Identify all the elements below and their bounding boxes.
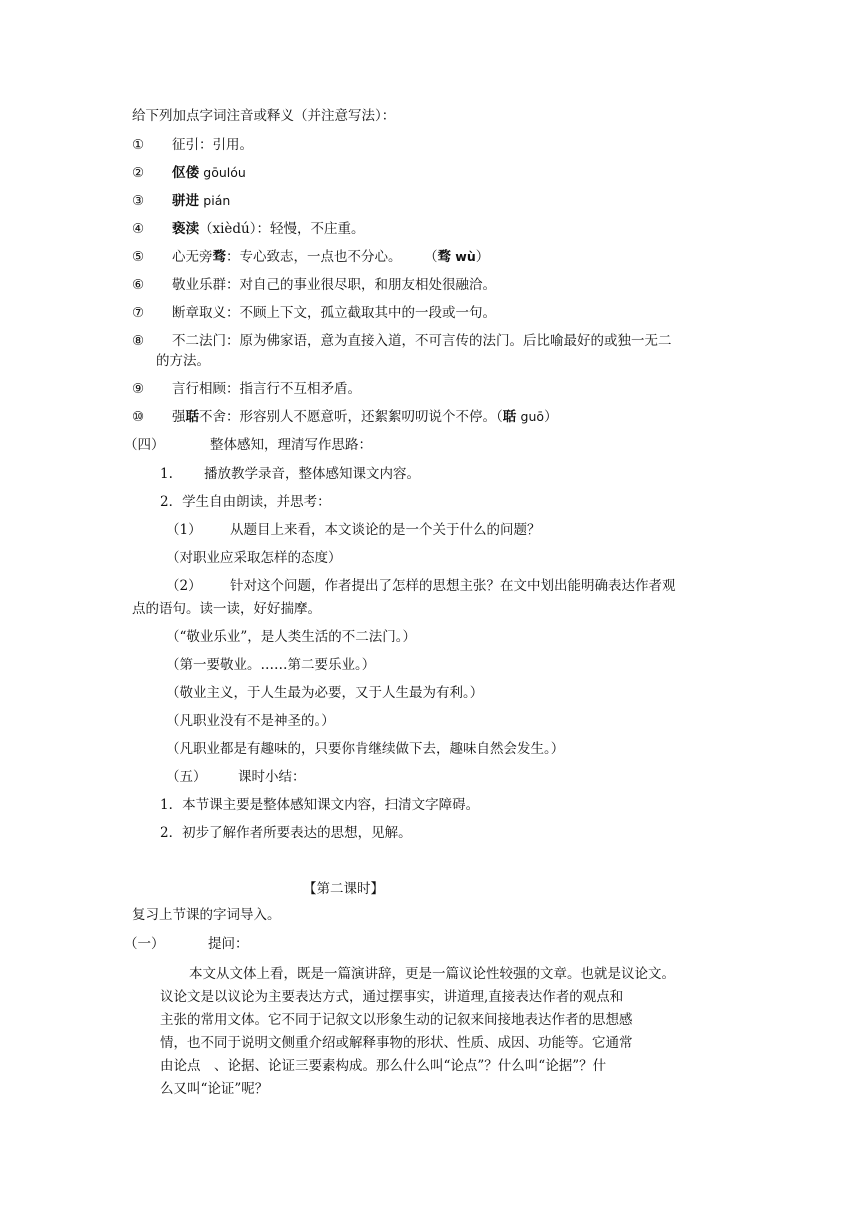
paragraph-line: 主张的常用文体。它不同于记叙文以形象生动的记叙来间接地表达作者的思想感 (160, 1012, 633, 1028)
answer-text: （凡职业没有不是神圣的。） (166, 713, 335, 729)
vocab-term: 亵渎 (172, 221, 199, 237)
vocab-item (132, 380, 361, 398)
paragraph-line: 么又叫“论证”呢？ (160, 1081, 269, 1097)
vocab-term: 聒 (185, 409, 199, 425)
vocab-item (132, 332, 672, 350)
vocab-definition: ：不顾上下文，孤立截取其中的一段或一句。 (226, 305, 496, 321)
vocab-pinyin: guō (520, 409, 545, 424)
vocab-term: 骈进 (172, 193, 199, 209)
vocab-definition: ：指言行不互相矛盾。 (226, 381, 361, 397)
vocab-pinyin: gōulóu (203, 165, 246, 180)
lesson-title: 【第二课时】 (303, 881, 384, 897)
section-title: 整体感知，理清写作思路： (210, 437, 372, 453)
vocab-term: 伛偻 (172, 165, 199, 181)
item-number: ④ (132, 221, 145, 237)
answer-text: （第一要敬业。……第二要乐业。） (166, 657, 376, 673)
vocab-term: 断章取义 (172, 305, 226, 321)
step-text: 播放教学录音，整体感知课文内容。 (204, 466, 420, 482)
paragraph-line: 议论文是以议论为主要表达方式，通过摆事实，讲道理,直接表达作者的观点和 (160, 989, 624, 1005)
item-number: ⑧ (132, 333, 145, 349)
section-label: （一） (124, 936, 165, 952)
answer-text: （敬业主义，于人生最为必要，又于人生最为有利。） (166, 685, 484, 701)
question-number: （2） (166, 578, 202, 594)
paragraph-line: 由论点 、论据、论证三要素构成。那么什么叫“论点”？什么叫“论据”？什 (160, 1058, 607, 1074)
section-title: 提问： (208, 936, 249, 952)
answer-text: （凡职业都是有趣味的，只要你肯继续做下去，趣味自然会发生。） (166, 741, 565, 757)
section-label: （五） (166, 769, 207, 785)
item-number: ② (132, 165, 145, 181)
vocab-term: 言行相顾 (172, 381, 226, 397)
vocab-pinyin: pián (203, 193, 231, 208)
exercise-instruction: 给下列加点字词注音或释义（并注意写法）： (132, 108, 396, 124)
item-number: ⑤ (132, 249, 145, 265)
vocab-definition: ：专心致志，一点也不分心。 (226, 249, 402, 265)
vocab-term: 征引 (172, 137, 199, 153)
vocab-definition: 引用。 (212, 137, 253, 153)
question-item (166, 577, 676, 595)
vocab-item: ⑩ 强聒不舍：形容别人不愿意听，还絮絮叨叨说个不停。（聒 guō） (132, 409, 558, 425)
summary-item: 1．本节课主要是整体感知课文内容，扫清文字障碍。 (160, 797, 480, 813)
vocab-definition: ：对自己的事业很尽职，和朋友相处很融洽。 (226, 277, 496, 293)
item-number: ⑩ (132, 409, 145, 425)
item-number: ⑨ (132, 381, 145, 397)
section-heading (124, 935, 249, 953)
step-number: 1. (160, 466, 173, 482)
question-text: 针对这个问题，作者提出了怎样的思想主张？在文中划出能明确表达作者观 (230, 578, 676, 594)
vocab-item: ⑤ 心无旁骛：专心致志，一点也不分心。 （骛 wù） (132, 249, 490, 265)
item-number: ③ (132, 193, 145, 209)
paragraph-line: 情，也不同于说明文侧重介绍或解释事物的形状、性质、成因、功能等。它通常 (160, 1035, 633, 1051)
vocab-definition-continued: 的方法。 (156, 353, 210, 369)
vocab-definition: 不舍：形容别人不愿意听，还絮絮叨叨说个不停。（ (199, 409, 503, 425)
step-item (160, 465, 420, 483)
section-heading (124, 436, 372, 454)
item-number: ⑦ (132, 305, 145, 321)
pinyin-note-char: 聒 (502, 409, 517, 425)
review-text: 复习上节课的字词导入。 (132, 907, 281, 923)
section-title: 课时小结： (238, 769, 306, 785)
pinyin-note-char: 骛 (437, 249, 451, 265)
section-label: （四） (124, 437, 165, 453)
vocab-term: 敬业乐群 (172, 277, 226, 293)
question-number: （1） (166, 522, 202, 538)
vocab-item (132, 276, 496, 294)
section-heading (166, 768, 306, 786)
paragraph-line: 本文从文体上看，既是一篇演讲辞，更是一篇议论性较强的文章。也就是议论文。 (189, 966, 675, 982)
item-number: ⑥ (132, 277, 145, 293)
vocab-definition: ：轻慢，不庄重。 (256, 221, 365, 237)
vocab-pinyin: （xièdú） (199, 221, 257, 237)
question-item (166, 521, 541, 539)
item-number: ① (132, 137, 145, 153)
answer-text: （对职业应采取怎样的态度） (166, 550, 342, 566)
question-text-continued: 点的语句。读一读，好好揣摩。 (132, 601, 321, 617)
vocab-item (132, 192, 231, 210)
vocab-item (132, 164, 246, 182)
vocab-term: 不二法门 (172, 333, 226, 349)
vocab-item (132, 304, 496, 322)
vocab-item: ① 征引：引用。 (132, 137, 253, 153)
question-text: 从题目上来看，本文谈论的是一个关于什么的问题？ (230, 522, 541, 538)
vocab-definition: ：原为佛家语，意为直接入道，不可言传的法门。后比喻最好的或独一无二 (226, 333, 672, 349)
summary-item: 2．初步了解作者所要表达的思想，见解。 (160, 825, 412, 841)
vocab-item (132, 220, 365, 238)
step-item: 2．学生自由朗读，并思考： (160, 494, 331, 510)
answer-text: （“敬业乐业”，是人类生活的不二法门。） (166, 629, 417, 645)
vocab-pinyin: wù (455, 249, 476, 264)
vocab-term: 骛 (212, 249, 226, 265)
